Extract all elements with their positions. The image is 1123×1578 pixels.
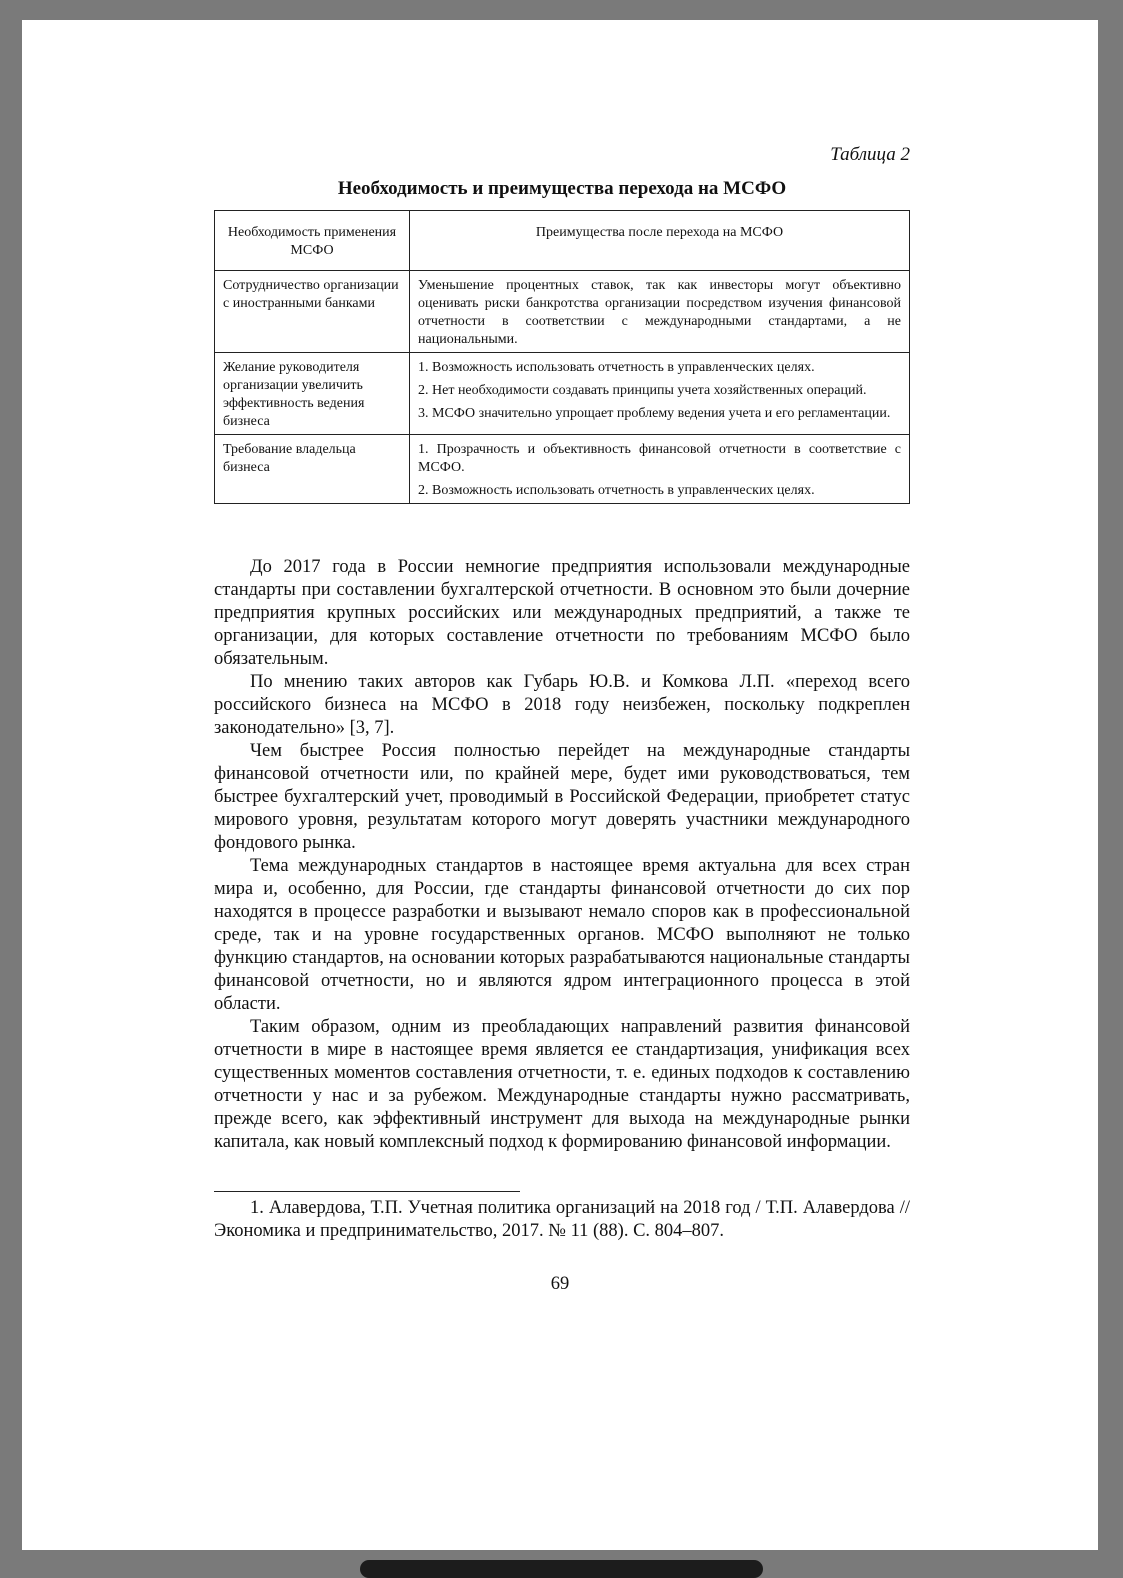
table-header-need: Необходимость применения МСФО <box>215 211 410 271</box>
table-cell-need: Сотрудничество организации с иностранными банками <box>215 271 410 353</box>
page-number: 69 <box>550 1274 570 1294</box>
paragraph: До 2017 года в России немногие предприятия использовали международные стандарты при составлении бухгалтерской отчетности. В основном это были дочерние предприятия крупных российских или международных предприятий, а также те организации, для которых составление отчетности по требованиям МСФО было обязательным. <box>214 557 910 669</box>
paragraph: Тема международных стандартов в настоящее время актуальна для всех стран мира и, особенно, для России, где стандарты финансовой отчетности до сих пор находятся в процессе разработки и вызывают немало споров как в профессиональной среде, так и на уровне государственных органов. МСФО выполняют не только функцию стандартов, на основании которых разрабатываются национальные стандарты финансовой отчетности, но и являются ядром интеграционного процесса в этой области. <box>214 856 910 1014</box>
table-row <box>215 435 910 504</box>
viewer-scrollbar[interactable] <box>360 1560 763 1578</box>
document-page <box>22 20 1098 1550</box>
paragraph: Чем быстрее Россия полностью перейдет на международные стандарты финансовой отчетности или, по крайней мере, будет ими руководствоваться, тем быстрее бухгалтерский учет, проводимый в Российской Федерации, приобретет статус мирового уровня, результатам которого могут доверять участники международного фондового рынка. <box>214 741 910 853</box>
table-cell-benefits <box>410 435 910 504</box>
table-header-benefits: Преимущества после перехода на МСФО <box>410 211 910 271</box>
table-row <box>215 353 910 435</box>
benefit-item: 2. Нет необходимости создавать принципы учета хозяйственных операций. <box>418 383 867 398</box>
benefit-item: Уменьшение процентных ставок, так как инвесторы могут объективно оценивать риски банкротства организации посредством изучения финансовой отчетности в соответствии с международными стандартами, а не национальными. <box>418 278 901 347</box>
msfo-table <box>214 210 910 504</box>
paragraph: Таким образом, одним из преобладающих направлений развития финансовой отчетности в мире в настоящее время является ее стандартизация, унификация всех существенных моментов составления отчетности, т. е. единых подходов к составлению отчетности у нас и за рубежом. Международные стандарты нужно рассматривать, прежде всего, как эффективный инструмент для выхода на международные рынки капитала, как новый комплексный подход к формированию финансовой информации. <box>214 1017 910 1152</box>
table-cell-benefits <box>410 353 910 435</box>
benefit-item: 1. Прозрачность и объективность финансовой отчетности в соответствие с МСФО. <box>418 442 901 475</box>
paragraph: По мнению таких авторов как Губарь Ю.В. и Комкова Л.П. «переход всего российского бизнеса на МСФО в 2018 году неизбежен, поскольку подкреплен законодательно» [3, 7]. <box>214 672 910 738</box>
benefit-item: 1. Возможность использовать отчетность в управленческих целях. <box>418 360 815 375</box>
table-cell-benefits <box>410 271 910 353</box>
footnote: 1. Алавердова, Т.П. Учетная политика организаций на 2018 год / Т.П. Алавердова // Экономика и предпринимательство, 2017. № 11 (88). С. 804–807. <box>214 1198 910 1241</box>
table-cell-need: Требование владельца бизнеса <box>215 435 410 504</box>
body-text <box>214 556 910 1154</box>
table-caption: Таблица 2 <box>830 144 910 165</box>
table-row <box>215 271 910 353</box>
benefit-item: 3. МСФО значительно упрощает проблему ведения учета и его регламентации. <box>418 406 891 421</box>
footnote-divider <box>214 1191 520 1192</box>
table-title: Необходимость и преимущества перехода на МСФО <box>337 178 787 199</box>
benefit-item: 2. Возможность использовать отчетность в управленческих целях. <box>418 483 815 498</box>
table-cell-need: Желание руководителя организации увеличить эффективность ведения бизнеса <box>215 353 410 435</box>
table-header-row <box>215 211 910 271</box>
